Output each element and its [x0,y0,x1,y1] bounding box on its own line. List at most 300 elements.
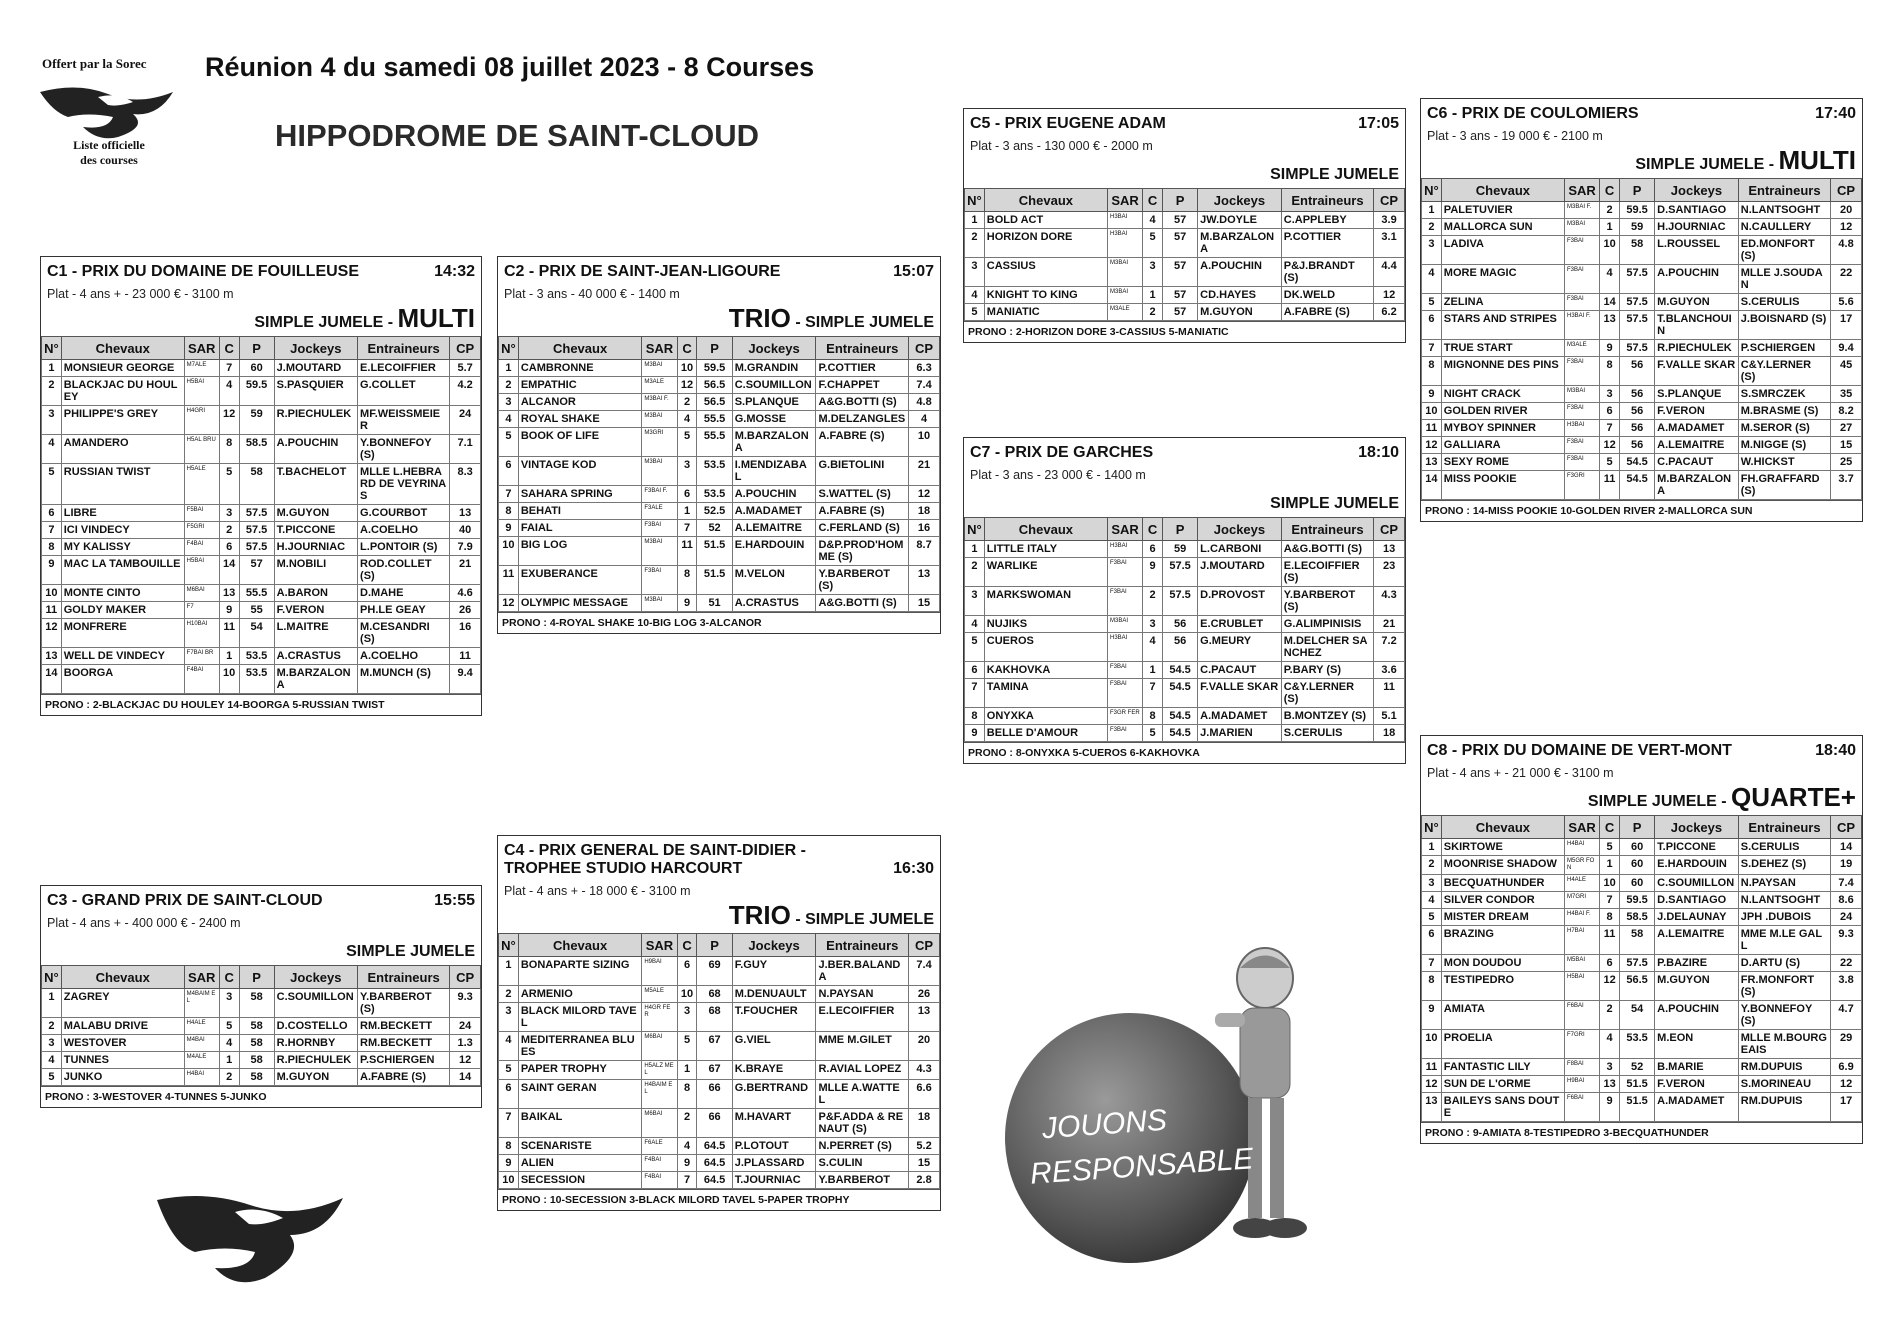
table-header-row [499,934,940,957]
table-row [499,957,940,986]
column-header-jockey: Jockeys [1198,189,1282,212]
table-row [1422,386,1862,403]
horse-name: TESTIPEDRO [1441,972,1564,1001]
horse-name: MY KALISSY [61,539,184,556]
runner-sar: F5BAI [184,505,219,522]
runner-stall: 8 [1600,909,1620,926]
jockey-name: F.VALLE SKAR [1655,357,1739,386]
race-conditions: Plat - 3 ans - 130 000 € - 2000 m [970,139,1153,153]
race-bet-types [498,301,940,336]
runner-weight: 51.5 [697,537,732,566]
race-name: C5 - PRIX EUGENE ADAM [970,115,1166,132]
column-header-sar: SAR [642,934,677,957]
runner-odds: 20 [909,1032,940,1061]
horse-name: KNIGHT TO KING [984,287,1107,304]
runner-weight: 59.5 [697,360,732,377]
horse-name: PHILIPPE'S GREY [61,406,184,435]
race-name: C7 - PRIX DE GARCHES [970,444,1154,461]
runner-odds: 11 [450,648,481,665]
horse-name: LITTLE ITALY [984,541,1107,558]
table-header-row [42,337,481,360]
column-header-cp: CP [909,934,940,957]
column-header-trainer: Entraineurs [1738,179,1830,202]
runner-sar: M3BAI [1565,219,1600,236]
runner-stall: 9 [1143,558,1163,587]
trainer-name: S.DEHEZ (S) [1738,856,1830,875]
trainer-name: S.SMRCZEK [1738,386,1830,403]
runner-odds: 4.6 [450,585,481,602]
jockey-name: D.COSTELLO [274,1018,357,1035]
runner-number: 6 [499,457,519,486]
runner-stall: 4 [1600,265,1620,294]
horse-name: BAIKAL [518,1109,641,1138]
jockey-name: D.SANTIAGO [1655,202,1739,219]
table-header-row [1422,179,1862,202]
runner-sar: H5BAI [1565,972,1600,1001]
trainer-name: M.DELZANGLES [816,411,909,428]
runner-number: 11 [42,602,62,619]
table-row [965,633,1405,662]
runner-weight: 67 [697,1032,732,1061]
trainer-name: A&G.BOTTI (S) [1281,541,1373,558]
trainer-name: M.DELCHER SANCHEZ [1281,633,1373,662]
column-header-p: P [1619,179,1654,202]
jockey-name: L.ROUSSEL [1655,236,1739,265]
runner-odds: 6.2 [1374,304,1405,321]
runner-odds: 17 [1831,311,1862,340]
horse-name: SKIRTOWE [1441,839,1564,856]
jockey-name: M.GUYON [1198,304,1282,321]
runner-sar: M4ALE [184,1052,219,1069]
runner-sar: H4GRI [184,406,219,435]
jouons-text: JOUONS [1040,1103,1168,1146]
table-row [1422,875,1862,892]
runner-stall: 2 [1143,587,1163,616]
runner-weight: 54.5 [1162,679,1197,708]
runner-sar: M5ALE [642,986,677,1003]
table-row [1422,340,1862,357]
table-row [499,1061,940,1080]
runner-sar: M3BAI [1108,616,1143,633]
runner-stall: 14 [1600,294,1620,311]
runner-weight: 55.5 [697,411,732,428]
runner-sar: H5ALE [184,464,219,505]
runner-weight: 57.5 [239,505,274,522]
runner-number: 4 [1422,892,1442,909]
jockey-name: A.LEMAITRE [1655,437,1739,454]
runner-stall: 11 [1600,471,1620,500]
runner-stall: 9 [1600,340,1620,357]
table-row [499,537,940,566]
runner-sar: H3BAI [1108,229,1143,258]
jockey-name: A.MADAMET [732,503,816,520]
runner-odds: 15 [1831,437,1862,454]
horse-name: RUSSIAN TWIST [61,464,184,505]
runner-odds: 12 [1831,1076,1862,1093]
jockey-name: A.MADAMET [1655,420,1739,437]
horse-name: GOLDY MAKER [61,602,184,619]
race-name: C1 - PRIX DU DOMAINE DE FOUILLEUSE [47,263,360,280]
runner-number: 11 [499,566,519,595]
race-card-c1 [40,256,482,716]
jockey-name: T.BACHELOT [274,464,357,505]
runner-sar: M3BAI [642,537,677,566]
column-header-jockey: Jockeys [1655,179,1739,202]
runner-sar: M3BAI [642,411,677,428]
table-row [1422,909,1862,926]
jockey-name: H.JOURNIAC [274,539,357,556]
jockey-name: C.PACAUT [1198,662,1282,679]
table-header-row [965,518,1405,541]
column-header-c: C [1143,189,1163,212]
column-header-p: P [697,934,732,957]
table-row [42,602,481,619]
trainer-name: L.PONTOIR (S) [358,539,450,556]
runner-number: 1 [42,989,62,1018]
runner-weight: 55.5 [697,428,732,457]
jockey-name: M.GRANDIN [732,360,816,377]
horse-name: BLACK MILORD TAVEL [518,1003,641,1032]
horse-name: VINTAGE KOD [518,457,641,486]
trainer-name: RM.BECKETT [358,1035,450,1052]
column-header-cp: CP [450,337,481,360]
runner-sar: H4ALE [184,1018,219,1035]
jockey-name: T.FOUCHER [732,1003,816,1032]
runner-number: 4 [965,287,985,304]
runner-odds: 8.6 [1831,892,1862,909]
runner-weight: 58 [239,989,274,1018]
trainer-name: G.ALIMPINISIS [1281,616,1373,633]
runner-weight: 57 [1162,229,1197,258]
horse-name: TAMINA [984,679,1107,708]
jockey-name: A.CRASTUS [732,595,816,612]
column-header-c: C [219,966,239,989]
runner-stall: 3 [219,505,239,522]
table-row [42,464,481,505]
runner-odds: 27 [1831,420,1862,437]
trainer-name: MME M.GILET [816,1032,909,1061]
runner-odds: 18 [909,503,940,520]
trainer-name: C.FERLAND (S) [816,520,909,537]
table-row [1422,471,1862,500]
runner-sar: F3GRI [1565,471,1600,500]
runner-weight: 56 [1162,616,1197,633]
runner-number: 7 [499,1109,519,1138]
runner-number: 8 [42,539,62,556]
jockey-name: I.MENDIZABAL [732,457,816,486]
runner-weight: 56.5 [697,377,732,394]
race-conditions: Plat - 3 ans - 40 000 € - 1400 m [504,287,680,301]
trainer-name: P&J.BRANDT (S) [1281,258,1373,287]
bet-small-label: SIMPLE JUMELE [1270,495,1399,512]
runner-weight: 58 [1619,926,1654,955]
race-bet-types [964,482,1405,517]
runner-sar: F6BAI [1565,1093,1600,1122]
runner-sar: F3BAI [1565,454,1600,471]
race-card-c8 [1420,735,1863,1144]
runner-weight: 54.5 [1619,454,1654,471]
runners-table [498,336,940,612]
race-header [41,257,481,281]
column-header-sar: SAR [1565,179,1600,202]
runner-number: 10 [1422,403,1442,420]
horse-name: ONYXKA [984,708,1107,725]
runner-number: 2 [965,558,985,587]
horse-name: AMIATA [1441,1001,1564,1030]
trainer-name: ED.MONFORT (S) [1738,236,1830,265]
race-conditions: Plat - 3 ans - 19 000 € - 2100 m [1427,129,1603,143]
runner-number: 3 [42,406,62,435]
runner-sar: H4GR FER [642,1003,677,1032]
runner-weight: 57.5 [1619,311,1654,340]
runner-odds: 9.4 [1831,340,1862,357]
runner-number: 11 [1422,1059,1442,1076]
runner-odds: 9.4 [450,665,481,694]
runner-weight: 57.5 [239,539,274,556]
runner-odds: 18 [909,1109,940,1138]
column-header-num: N° [965,189,985,212]
trainer-name: F.CHAPPET [816,377,909,394]
trainer-name: A.FABRE (S) [358,1069,450,1086]
runner-weight: 66 [697,1080,732,1109]
runner-number: 9 [42,556,62,585]
trainer-name: MLLE L.HEBRARD DE VEYRINAS [358,464,450,505]
runner-stall: 2 [219,1069,239,1086]
horse-name: BLACKJAC DU HOULEY [61,377,184,406]
runner-number: 4 [42,1052,62,1069]
jockey-name: CD.HAYES [1198,287,1282,304]
runner-weight: 58.5 [239,435,274,464]
jockey-name: P.LOTOUT [732,1138,816,1155]
jockey-name: M.BARZALONA [1655,471,1739,500]
runner-sar: F3BAI [1108,558,1143,587]
runner-odds: 45 [1831,357,1862,386]
runner-number: 1 [1422,839,1442,856]
jockey-name: M.NOBILI [274,556,357,585]
runner-sar: F3BAI [1565,236,1600,265]
race-header [498,836,940,878]
table-row [965,708,1405,725]
trainer-name: PH.LE GEAY [358,602,450,619]
runner-odds: 16 [450,619,481,648]
column-header-sar: SAR [184,966,219,989]
runner-number: 13 [1422,454,1442,471]
runner-weight: 59.5 [239,377,274,406]
trainer-name: Y.BARBEROT [816,1172,909,1189]
trainer-name: D.MAHE [358,585,450,602]
column-header-c: C [1600,816,1620,839]
runner-number: 9 [965,725,985,742]
horse-name: ALCANOR [518,394,641,411]
table-header-row [1422,816,1862,839]
horse-name: CASSIUS [984,258,1107,287]
table-row [499,486,940,503]
runner-stall: 11 [1600,926,1620,955]
runner-sar: F8BAI [1565,1059,1600,1076]
table-row [1422,236,1862,265]
runner-weight: 64.5 [697,1155,732,1172]
runner-odds: 12 [909,486,940,503]
runner-stall: 5 [219,464,239,505]
bet-small-label: SIMPLE JUMELE - [1587,793,1732,810]
table-row [965,287,1405,304]
runner-weight: 64.5 [697,1172,732,1189]
jockey-name: A.BARON [274,585,357,602]
runner-odds: 5.6 [1831,294,1862,311]
runner-odds: 22 [1831,955,1862,972]
runner-number: 4 [499,411,519,428]
runner-stall: 12 [1600,437,1620,454]
trainer-name: P.SCHIERGEN [1738,340,1830,357]
runner-sar: M7ALE [184,360,219,377]
runner-sar: M3GRI [642,428,677,457]
table-row [42,585,481,602]
column-header-cp: CP [909,337,940,360]
trainer-name: M.BRASME (S) [1738,403,1830,420]
horse-name: SCENARISTE [518,1138,641,1155]
runner-stall: 4 [677,1138,697,1155]
runner-number: 9 [499,1155,519,1172]
runner-odds: 4.7 [1831,1001,1862,1030]
horse-name: CUEROS [984,633,1107,662]
horse-name: MORE MAGIC [1441,265,1564,294]
trainer-name: S.CERULIS [1281,725,1373,742]
jockey-name: A.CRASTUS [274,648,357,665]
trainer-name: MF.WEISSMEIER [358,406,450,435]
horse-name: GALLIARA [1441,437,1564,454]
horse-name: PALETUVIER [1441,202,1564,219]
column-header-c: C [1600,179,1620,202]
jockey-name: A.MADAMET [1655,1093,1739,1122]
horse-name: PAPER TROPHY [518,1061,641,1080]
runner-weight: 56 [1619,420,1654,437]
runner-stall: 12 [677,377,697,394]
runner-sar: F3BAI [1108,662,1143,679]
race-prono: PRONO : 2-HORIZON DORE 3-CASSIUS 5-MANIATIC [964,321,1405,342]
runner-stall: 10 [677,986,697,1003]
table-row [499,360,940,377]
table-row [499,1172,940,1189]
runner-number: 9 [1422,1001,1442,1030]
horse-name: MAC LA TAMBOUILLE [61,556,184,585]
runner-stall: 8 [1143,708,1163,725]
table-row [42,1052,481,1069]
runner-number: 5 [499,428,519,457]
runner-stall: 1 [1143,662,1163,679]
runner-number: 8 [499,503,519,520]
bet-big-label: TRIO [728,303,791,333]
table-row [42,619,481,648]
runner-odds: 4.8 [909,394,940,411]
race-time: 17:05 [1358,115,1399,132]
column-header-trainer: Entraineurs [1738,816,1830,839]
horse-name: CAMBRONNE [518,360,641,377]
horse-name: NIGHT CRACK [1441,386,1564,403]
race-card-c4 [497,835,941,1211]
runner-weight: 57.5 [239,522,274,539]
runner-stall: 11 [677,537,697,566]
runner-weight: 56 [1619,437,1654,454]
horse-name: BOORGA [61,665,184,694]
runner-sar: M5BAI [1565,955,1600,972]
race-time: 15:55 [434,892,475,909]
runners-table [498,933,940,1189]
runner-sar: M3BAI [642,457,677,486]
horse-name: BAILEYS SANS DOUTE [1441,1093,1564,1122]
race-bet-types [498,898,940,933]
column-header-cp: CP [1831,816,1862,839]
horse-name: MIGNONNE DES PINS [1441,357,1564,386]
runner-odds: 13 [909,566,940,595]
horse-name: BEHATI [518,503,641,520]
race-header [498,257,940,281]
trainer-name: N.CAULLERY [1738,219,1830,236]
runner-odds: 7.2 [1374,633,1405,662]
runner-sar: F3BAI [1565,357,1600,386]
horse-name: BELLE D'AMOUR [984,725,1107,742]
table-row [42,989,481,1018]
column-header-p: P [1162,189,1197,212]
runner-stall: 1 [219,648,239,665]
runner-number: 12 [1422,437,1442,454]
runner-sar: H3BAI [1108,633,1143,662]
jockey-name: A.MADAMET [1198,708,1282,725]
horse-name: SECESSION [518,1172,641,1189]
trainer-name: M.NIGGE (S) [1738,437,1830,454]
runner-sar: F3BAI [1565,294,1600,311]
horse-name: SEXY ROME [1441,454,1564,471]
jockey-name: K.BRAYE [732,1061,816,1080]
runners-table [1421,178,1862,500]
runner-weight: 57 [1162,304,1197,321]
runner-stall: 3 [677,457,697,486]
jockey-name: A.POUCHIN [1198,258,1282,287]
runner-sar: M6BAI [642,1109,677,1138]
jockey-name: M.GUYON [274,505,357,522]
runner-odds: 26 [450,602,481,619]
runner-number: 3 [1422,236,1442,265]
horse-name: SAINT GERAN [518,1080,641,1109]
horse-name: ZAGREY [61,989,184,1018]
runner-weight: 53.5 [239,665,274,694]
runner-number: 1 [965,541,985,558]
runner-odds: 21 [1374,616,1405,633]
horse-name: ALIEN [518,1155,641,1172]
runner-odds: 5.2 [909,1138,940,1155]
jockey-name: C.SOUMILLON [1655,875,1739,892]
horse-name: MALLORCA SUN [1441,219,1564,236]
jockey-name: D.PROVOST [1198,587,1282,616]
runner-weight: 56 [1162,633,1197,662]
race-prono: PRONO : 14-MISS POOKIE 10-GOLDEN RIVER 2-MALLORCA SUN [1421,500,1862,521]
runner-sar: F3BAI [1108,679,1143,708]
race-conditions: Plat - 4 ans + - 18 000 € - 3100 m [504,884,691,898]
horse-name: MARKSWOMAN [984,587,1107,616]
trainer-name: G.BIETOLINI [816,457,909,486]
horse-name: ARMENIO [518,986,641,1003]
jockey-name: E.CRUBLET [1198,616,1282,633]
column-header-trainer: Entraineurs [816,934,909,957]
column-header-sar: SAR [184,337,219,360]
runner-weight: 54.5 [1162,662,1197,679]
column-header-horse: Chevaux [518,934,641,957]
runner-odds: 17 [1831,1093,1862,1122]
runner-odds: 9.3 [450,989,481,1018]
runner-stall: 7 [677,1172,697,1189]
runner-odds: 26 [909,986,940,1003]
runner-odds: 5.7 [450,360,481,377]
race-card-c3 [40,885,482,1108]
